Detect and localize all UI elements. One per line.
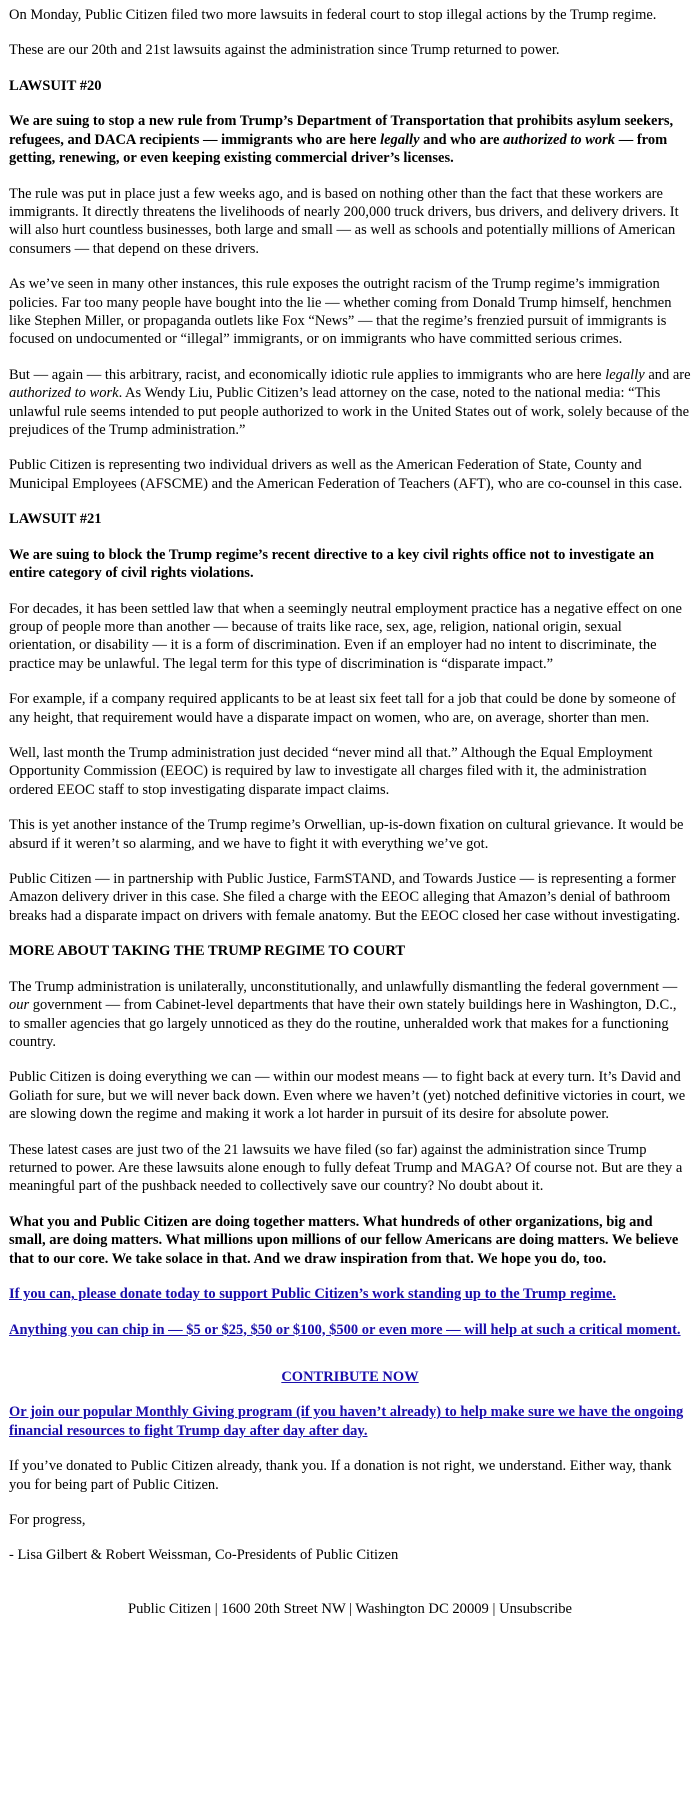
monthly-giving-link[interactable]: Or join our popular Monthly Giving program (if you haven’t already) to help make sure we have the ongoing financial resources to fight Trump day after day after day. (9, 1404, 684, 1439)
lawsuit-20-paragraph-4: Public Citizen is representing two individual drivers as well as the American Federation of State, County and Municipal Employees (AFSCME) and the American Federation of Teachers (AFT), who are co-counsel in this case. (9, 457, 683, 492)
contribute-paragraph (9, 1368, 691, 1386)
lawsuit-21-paragraph-2: For example, if a company required applicants to be at least six feet tall for a job that could be done by someone of any height, that requirement would have a disparate impact on women, who are, on average, shorter than men. (9, 691, 676, 726)
footer-org: Public Citizen (127, 1600, 212, 1617)
closing-signoff: For progress, (9, 1511, 86, 1528)
unsubscribe-link[interactable]: Unsubscribe (499, 1600, 573, 1617)
lawsuit-20-paragraph-3: But — again — this arbitrary, racist, and economically idiotic rule applies to immigrants who are here legally and are authorized to work. As Wendy Liu, Public Citizen’s lead attorney on the case, noted to the national media: “This unlawful rule seems intended to put people authorized to work in the United States out of work, solely because of the prejudices of the Trump administration.” (9, 366, 691, 439)
chip-in-paragraph (9, 1321, 691, 1339)
more-paragraph-4: What you and Public Citizen are doing together matters. What hundreds of other organizations, big and small, are doing matters. What millions upon millions of our fellow Americans are doing matters. We believe that to our core. We take solace in that. And we draw inspiration from that. We hope you do, too. (9, 1213, 679, 1267)
closing-thanks: If you’ve donated to Public Citizen already, thank you. If a donation is not right, we understand. Either way, thank you for being part of Public Citizen. (9, 1458, 672, 1493)
lawsuit-20-lead: We are suing to stop a new rule from Trump’s Department of Transportation that prohibits asylum seekers, refugees, and DACA recipients — immigrants who are here legally and who are authorized to work — from getting, renewing, or even keeping existing commercial driver’s licenses. (9, 113, 674, 167)
contribute-now-button[interactable]: CONTRIBUTE NOW (281, 1368, 419, 1385)
donate-paragraph (9, 1285, 691, 1303)
lawsuit-20-paragraph-1: The rule was put in place just a few weeks ago, and is based on nothing other than the fact that these workers are immigrants. It directly threatens the livelihoods of nearly 200,000 truck drivers, bus drivers, and delivery drivers. It will also hurt countless businesses, both large and small — as well as schools and potentially millions of American consumers — that depend on these drivers. (9, 185, 679, 257)
intro-paragraph-2: These are our 20th and 21st lawsuits against the administration since Trump returned to power. (9, 42, 560, 59)
footer-address: 1600 20th Street NW (221, 1600, 346, 1617)
intro-paragraph-1: On Monday, Public Citizen filed two more lawsuits in federal court to stop illegal actions by the Trump regime. (9, 7, 657, 23)
monthly-giving-paragraph (9, 1403, 691, 1440)
closing-signature: - Lisa Gilbert & Robert Weissman, Co-Presidents of Public Citizen (9, 1547, 399, 1564)
lawsuit-20-heading: LAWSUIT #20 (9, 77, 102, 94)
more-paragraph-3: These latest cases are just two of the 21 lawsuits we have filed (so far) against the administration since Trump returned to power. Are these lawsuits alone enough to fully defeat Trump and MAGA? Of course not. But are they a meaningful part of the pushback needed to collectively save our country? No doubt about it. (9, 1141, 683, 1195)
lawsuit-21-lead: We are suing to block the Trump regime’s recent directive to a key civil rights office not to investigate an entire category of civil rights violations. (9, 546, 655, 582)
footer (9, 1600, 691, 1619)
more-paragraph-1: The Trump administration is unilaterally, unconstitutionally, and unlawfully dismantling the federal government — our government — from Cabinet-level departments that have their own stately buildings here in Washington, D.C., to smaller agencies that go largely unnoticed as they do the routine, unheralded work that makes for a functioning country. (9, 978, 678, 1051)
more-paragraph-2: Public Citizen is doing everything we can — within our modest means — to fight back at every turn. It’s David and Goliath for sure, but we will never back down. Even where we haven’t (yet) notched definitive victories in court, we are slowing down the regime and making it work a lot harder in pursuit of its desire for absolute power. (9, 1069, 686, 1123)
donate-link[interactable]: If you can, please donate today to support Public Citizen’s work standing up to the Trump regime. (9, 1286, 616, 1303)
more-heading: MORE ABOUT TAKING THE TRUMP REGIME TO COURT (9, 943, 406, 960)
footer-separator: | (488, 1600, 500, 1617)
lawsuit-21-paragraph-3: Well, last month the Trump administration just decided “never mind all that.” Although the Equal Employment Opportunity Commission (EEOC) is required by law to investigate all charges filed with it, the administration ordered EEOC staff to stop investigating disparate impact claims. (9, 745, 653, 798)
chip-in-link[interactable]: Anything you can chip in — $5 or $25, $50 or $100, $500 or even more — will help at such a critical moment. (9, 1321, 681, 1338)
lawsuit-21-paragraph-1: For decades, it has been settled law that when a seemingly neutral employment practice has a negative effect on one group of people more than another — because of traits like race, sex, age, religion, national origin, sexual orientation, or disability — it is a form of discrimination. Even if an employer had no intent to discriminate, the practice may be unlawful. The legal term for this type of discrimination is “disparate impact.” (9, 600, 682, 672)
lawsuit-21-heading: LAWSUIT #21 (9, 511, 102, 528)
lawsuit-20-paragraph-2: As we’ve seen in many other instances, this rule exposes the outright racism of the Trump regime’s immigration policies. Far too many people have bought into the lie — whether coming from Donald Trump himself, henchmen like Stephen Miller, or propaganda outlets like Fox “News” — that the regime’s frenzied pursuit of immigrants is focused on undocumented or “illegal” immigrants, or on immigrants who have committed serious crimes. (9, 276, 672, 348)
footer-city: Washington DC 20009 (355, 1600, 489, 1617)
footer-separator: | (211, 1600, 222, 1617)
footer-separator: | (345, 1600, 356, 1617)
lawsuit-21-paragraph-4: This is yet another instance of the Trump regime’s Orwellian, up-is-down fixation on cultural grievance. It would be absurd if it weren’t so alarming, and we have to fight it with everything we’ve got. (9, 817, 684, 852)
lawsuit-21-paragraph-5: Public Citizen — in partnership with Public Justice, FarmSTAND, and Towards Justice — is representing a former Amazon delivery driver in this case. She filed a charge with the EEOC alleging that Amazon’s denial of bathroom breaks had a disparate impact on drivers with female anatomy. But the EEOC closed her case without investigating. (9, 871, 681, 924)
